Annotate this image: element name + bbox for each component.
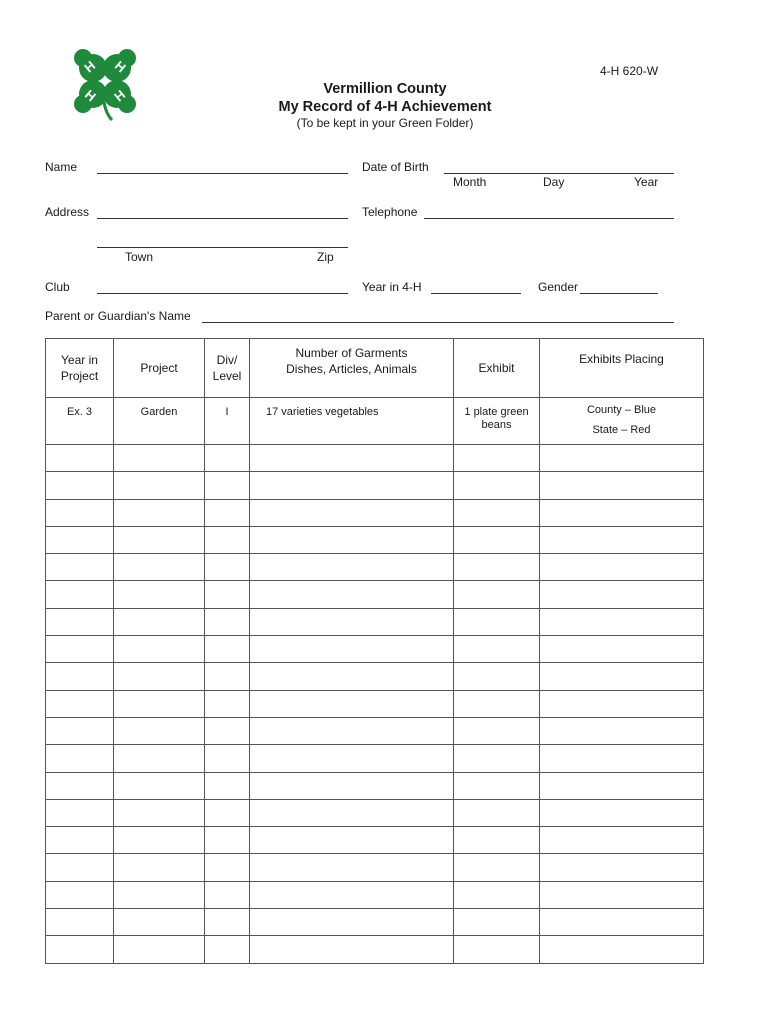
table-cell[interactable] xyxy=(205,936,250,963)
table-cell[interactable] xyxy=(250,690,454,717)
telephone-field[interactable] xyxy=(424,218,674,219)
table-row xyxy=(46,909,704,936)
table-cell[interactable] xyxy=(250,854,454,881)
table-cell[interactable] xyxy=(46,909,114,936)
achievement-table xyxy=(45,338,704,964)
table-row xyxy=(46,881,704,908)
table-cell[interactable] xyxy=(205,663,250,690)
table-cell[interactable] xyxy=(454,472,540,499)
table-row xyxy=(46,499,704,526)
dob-field[interactable] xyxy=(444,173,674,174)
table-cell[interactable] xyxy=(205,799,250,826)
table-row xyxy=(46,936,704,963)
telephone-label: Telephone xyxy=(362,205,418,219)
table-cell[interactable] xyxy=(114,854,205,881)
table-cell[interactable] xyxy=(46,745,114,772)
address-label: Address xyxy=(45,205,90,219)
example-number: 17 varieties vegetables xyxy=(250,398,454,445)
header-exhibit: Exhibit xyxy=(454,339,540,398)
table-cell[interactable] xyxy=(205,581,250,608)
table-cell[interactable] xyxy=(114,690,205,717)
table-cell[interactable] xyxy=(540,745,704,772)
town-label: Town xyxy=(125,250,154,264)
table-row xyxy=(46,663,704,690)
gender-label: Gender xyxy=(538,280,579,294)
table-row xyxy=(46,690,704,717)
table-row xyxy=(46,472,704,499)
table-cell[interactable] xyxy=(46,936,114,963)
table-row xyxy=(46,636,704,663)
zip-label: Zip xyxy=(317,250,334,264)
table-cell[interactable] xyxy=(114,909,205,936)
logo-letter: H xyxy=(81,57,99,76)
table-cell[interactable] xyxy=(46,717,114,744)
club-label: Club xyxy=(45,280,70,294)
table-cell[interactable] xyxy=(454,526,540,553)
table-cell[interactable] xyxy=(454,554,540,581)
table-cell[interactable] xyxy=(454,772,540,799)
table-cell[interactable] xyxy=(205,472,250,499)
table-row xyxy=(46,772,704,799)
logo-letter: H xyxy=(111,86,129,105)
table-cell[interactable] xyxy=(114,663,205,690)
table-cell[interactable] xyxy=(454,636,540,663)
table-cell[interactable] xyxy=(114,472,205,499)
header-project: Project xyxy=(114,339,205,398)
table-cell[interactable] xyxy=(205,445,250,472)
table-cell[interactable] xyxy=(205,745,250,772)
table-cell[interactable] xyxy=(46,854,114,881)
gender-field[interactable] xyxy=(580,293,658,294)
table-cell[interactable] xyxy=(250,554,454,581)
table-cell[interactable] xyxy=(205,636,250,663)
table-cell[interactable] xyxy=(250,472,454,499)
table-cell[interactable] xyxy=(114,772,205,799)
name-label: Name xyxy=(45,160,78,174)
table-cell[interactable] xyxy=(454,854,540,881)
table-cell[interactable] xyxy=(205,554,250,581)
table-cell[interactable] xyxy=(46,881,114,908)
table-cell[interactable] xyxy=(540,472,704,499)
table-cell[interactable] xyxy=(46,526,114,553)
parent-label: Parent or Guardian's Name xyxy=(45,309,191,323)
table-cell[interactable] xyxy=(46,499,114,526)
table-cell[interactable] xyxy=(205,499,250,526)
table-cell[interactable] xyxy=(540,909,704,936)
table-cell[interactable] xyxy=(250,909,454,936)
table-cell[interactable] xyxy=(114,717,205,744)
example-placing: County – Blue State – Red xyxy=(540,398,704,445)
table-cell[interactable] xyxy=(114,445,205,472)
table-cell[interactable] xyxy=(250,526,454,553)
table-cell[interactable] xyxy=(540,445,704,472)
table-cell[interactable] xyxy=(114,636,205,663)
table-cell[interactable] xyxy=(114,745,205,772)
example-exhibit: 1 plate green beans xyxy=(454,398,540,445)
table-cell[interactable] xyxy=(250,499,454,526)
table-cell[interactable] xyxy=(205,608,250,635)
example-project: Garden xyxy=(114,398,205,445)
table-cell[interactable] xyxy=(540,772,704,799)
table-cell[interactable] xyxy=(205,690,250,717)
table-row xyxy=(46,608,704,635)
year-in-4h-label: Year in 4-H xyxy=(362,280,422,294)
table-cell[interactable] xyxy=(540,799,704,826)
table-cell[interactable] xyxy=(46,690,114,717)
dob-day-label: Day xyxy=(543,175,565,189)
table-cell[interactable] xyxy=(205,526,250,553)
table-cell[interactable] xyxy=(454,499,540,526)
example-div: I xyxy=(205,398,250,445)
table-cell[interactable] xyxy=(205,827,250,854)
table-cell[interactable] xyxy=(46,608,114,635)
table-cell[interactable] xyxy=(205,772,250,799)
dob-month-label: Month xyxy=(453,175,487,189)
table-cell[interactable] xyxy=(250,663,454,690)
table-cell[interactable] xyxy=(114,526,205,553)
form-number: 4-H 620-W xyxy=(600,64,659,78)
table-cell[interactable] xyxy=(205,909,250,936)
table-cell[interactable] xyxy=(250,827,454,854)
table-cell[interactable] xyxy=(540,854,704,881)
table-cell[interactable] xyxy=(205,717,250,744)
club-field[interactable] xyxy=(97,293,348,294)
table-cell[interactable] xyxy=(46,554,114,581)
table-cell[interactable] xyxy=(250,881,454,908)
table-cell[interactable] xyxy=(454,881,540,908)
table-cell[interactable] xyxy=(114,881,205,908)
table-row xyxy=(46,526,704,553)
table-row-example xyxy=(46,398,704,445)
table-cell[interactable] xyxy=(250,581,454,608)
table-row xyxy=(46,854,704,881)
header-year-in-project: Year in Project xyxy=(46,339,114,398)
dob-year-label: Year xyxy=(634,175,659,189)
table-row xyxy=(46,581,704,608)
page-title xyxy=(0,80,770,116)
table-cell[interactable] xyxy=(114,827,205,854)
page-subtitle: (To be kept in your Green Folder) xyxy=(296,116,474,130)
logo-letter: H xyxy=(81,86,99,105)
table-cell[interactable] xyxy=(250,745,454,772)
table-cell[interactable] xyxy=(540,717,704,744)
title-line-2: My Record of 4-H Achievement xyxy=(278,99,492,115)
table-cell[interactable] xyxy=(540,608,704,635)
table-cell[interactable] xyxy=(114,799,205,826)
table-cell[interactable] xyxy=(46,581,114,608)
table-cell[interactable] xyxy=(46,799,114,826)
parent-field[interactable] xyxy=(202,322,674,323)
table-cell[interactable] xyxy=(540,690,704,717)
table-cell[interactable] xyxy=(114,608,205,635)
header-exhibits-placing: Exhibits Placing xyxy=(540,339,704,398)
table-cell[interactable] xyxy=(46,827,114,854)
table-cell[interactable] xyxy=(250,717,454,744)
table-cell[interactable] xyxy=(454,581,540,608)
table-cell[interactable] xyxy=(540,827,704,854)
header-div-level: Div/ Level xyxy=(205,339,250,398)
table-row xyxy=(46,445,704,472)
table-cell[interactable] xyxy=(454,717,540,744)
dob-label: Date of Birth xyxy=(362,160,429,174)
table-cell[interactable] xyxy=(454,827,540,854)
town-zip-field[interactable] xyxy=(97,247,348,248)
table-cell[interactable] xyxy=(46,772,114,799)
table-row xyxy=(46,554,704,581)
table-cell[interactable] xyxy=(46,636,114,663)
table-cell[interactable] xyxy=(454,663,540,690)
table-cell[interactable] xyxy=(46,472,114,499)
table-cell[interactable] xyxy=(540,636,704,663)
address-field[interactable] xyxy=(97,218,348,219)
table-cell[interactable] xyxy=(454,608,540,635)
logo-letter: H xyxy=(111,57,129,76)
table-cell[interactable] xyxy=(46,445,114,472)
title-line-1: Vermillion County xyxy=(323,81,447,97)
name-field[interactable] xyxy=(97,173,348,174)
table-cell[interactable] xyxy=(540,881,704,908)
table-cell[interactable] xyxy=(114,581,205,608)
table-cell[interactable] xyxy=(250,799,454,826)
table-cell[interactable] xyxy=(540,581,704,608)
table-cell[interactable] xyxy=(540,554,704,581)
table-row xyxy=(46,745,704,772)
table-cell[interactable] xyxy=(114,499,205,526)
table-row xyxy=(46,827,704,854)
table-cell[interactable] xyxy=(540,526,704,553)
table-cell[interactable] xyxy=(250,608,454,635)
table-cell[interactable] xyxy=(454,799,540,826)
table-row xyxy=(46,799,704,826)
table-cell[interactable] xyxy=(250,772,454,799)
table-cell[interactable] xyxy=(114,554,205,581)
table-cell[interactable] xyxy=(540,499,704,526)
table-cell[interactable] xyxy=(250,636,454,663)
table-cell[interactable] xyxy=(250,936,454,963)
table-cell[interactable] xyxy=(454,690,540,717)
year-in-4h-field[interactable] xyxy=(431,293,521,294)
table-header-row xyxy=(46,339,704,398)
table-cell[interactable] xyxy=(46,663,114,690)
table-cell[interactable] xyxy=(205,854,250,881)
table-cell[interactable] xyxy=(114,936,205,963)
header-number: Number of Garments Dishes, Articles, Animals xyxy=(250,339,454,398)
example-year: Ex. 3 xyxy=(46,398,114,445)
table-cell[interactable] xyxy=(205,881,250,908)
table-cell[interactable] xyxy=(250,445,454,472)
table-cell[interactable] xyxy=(540,663,704,690)
table-cell[interactable] xyxy=(454,745,540,772)
table-cell[interactable] xyxy=(454,936,540,963)
table-cell[interactable] xyxy=(454,909,540,936)
table-row xyxy=(46,717,704,744)
table-cell[interactable] xyxy=(540,936,704,963)
table-cell[interactable] xyxy=(454,445,540,472)
